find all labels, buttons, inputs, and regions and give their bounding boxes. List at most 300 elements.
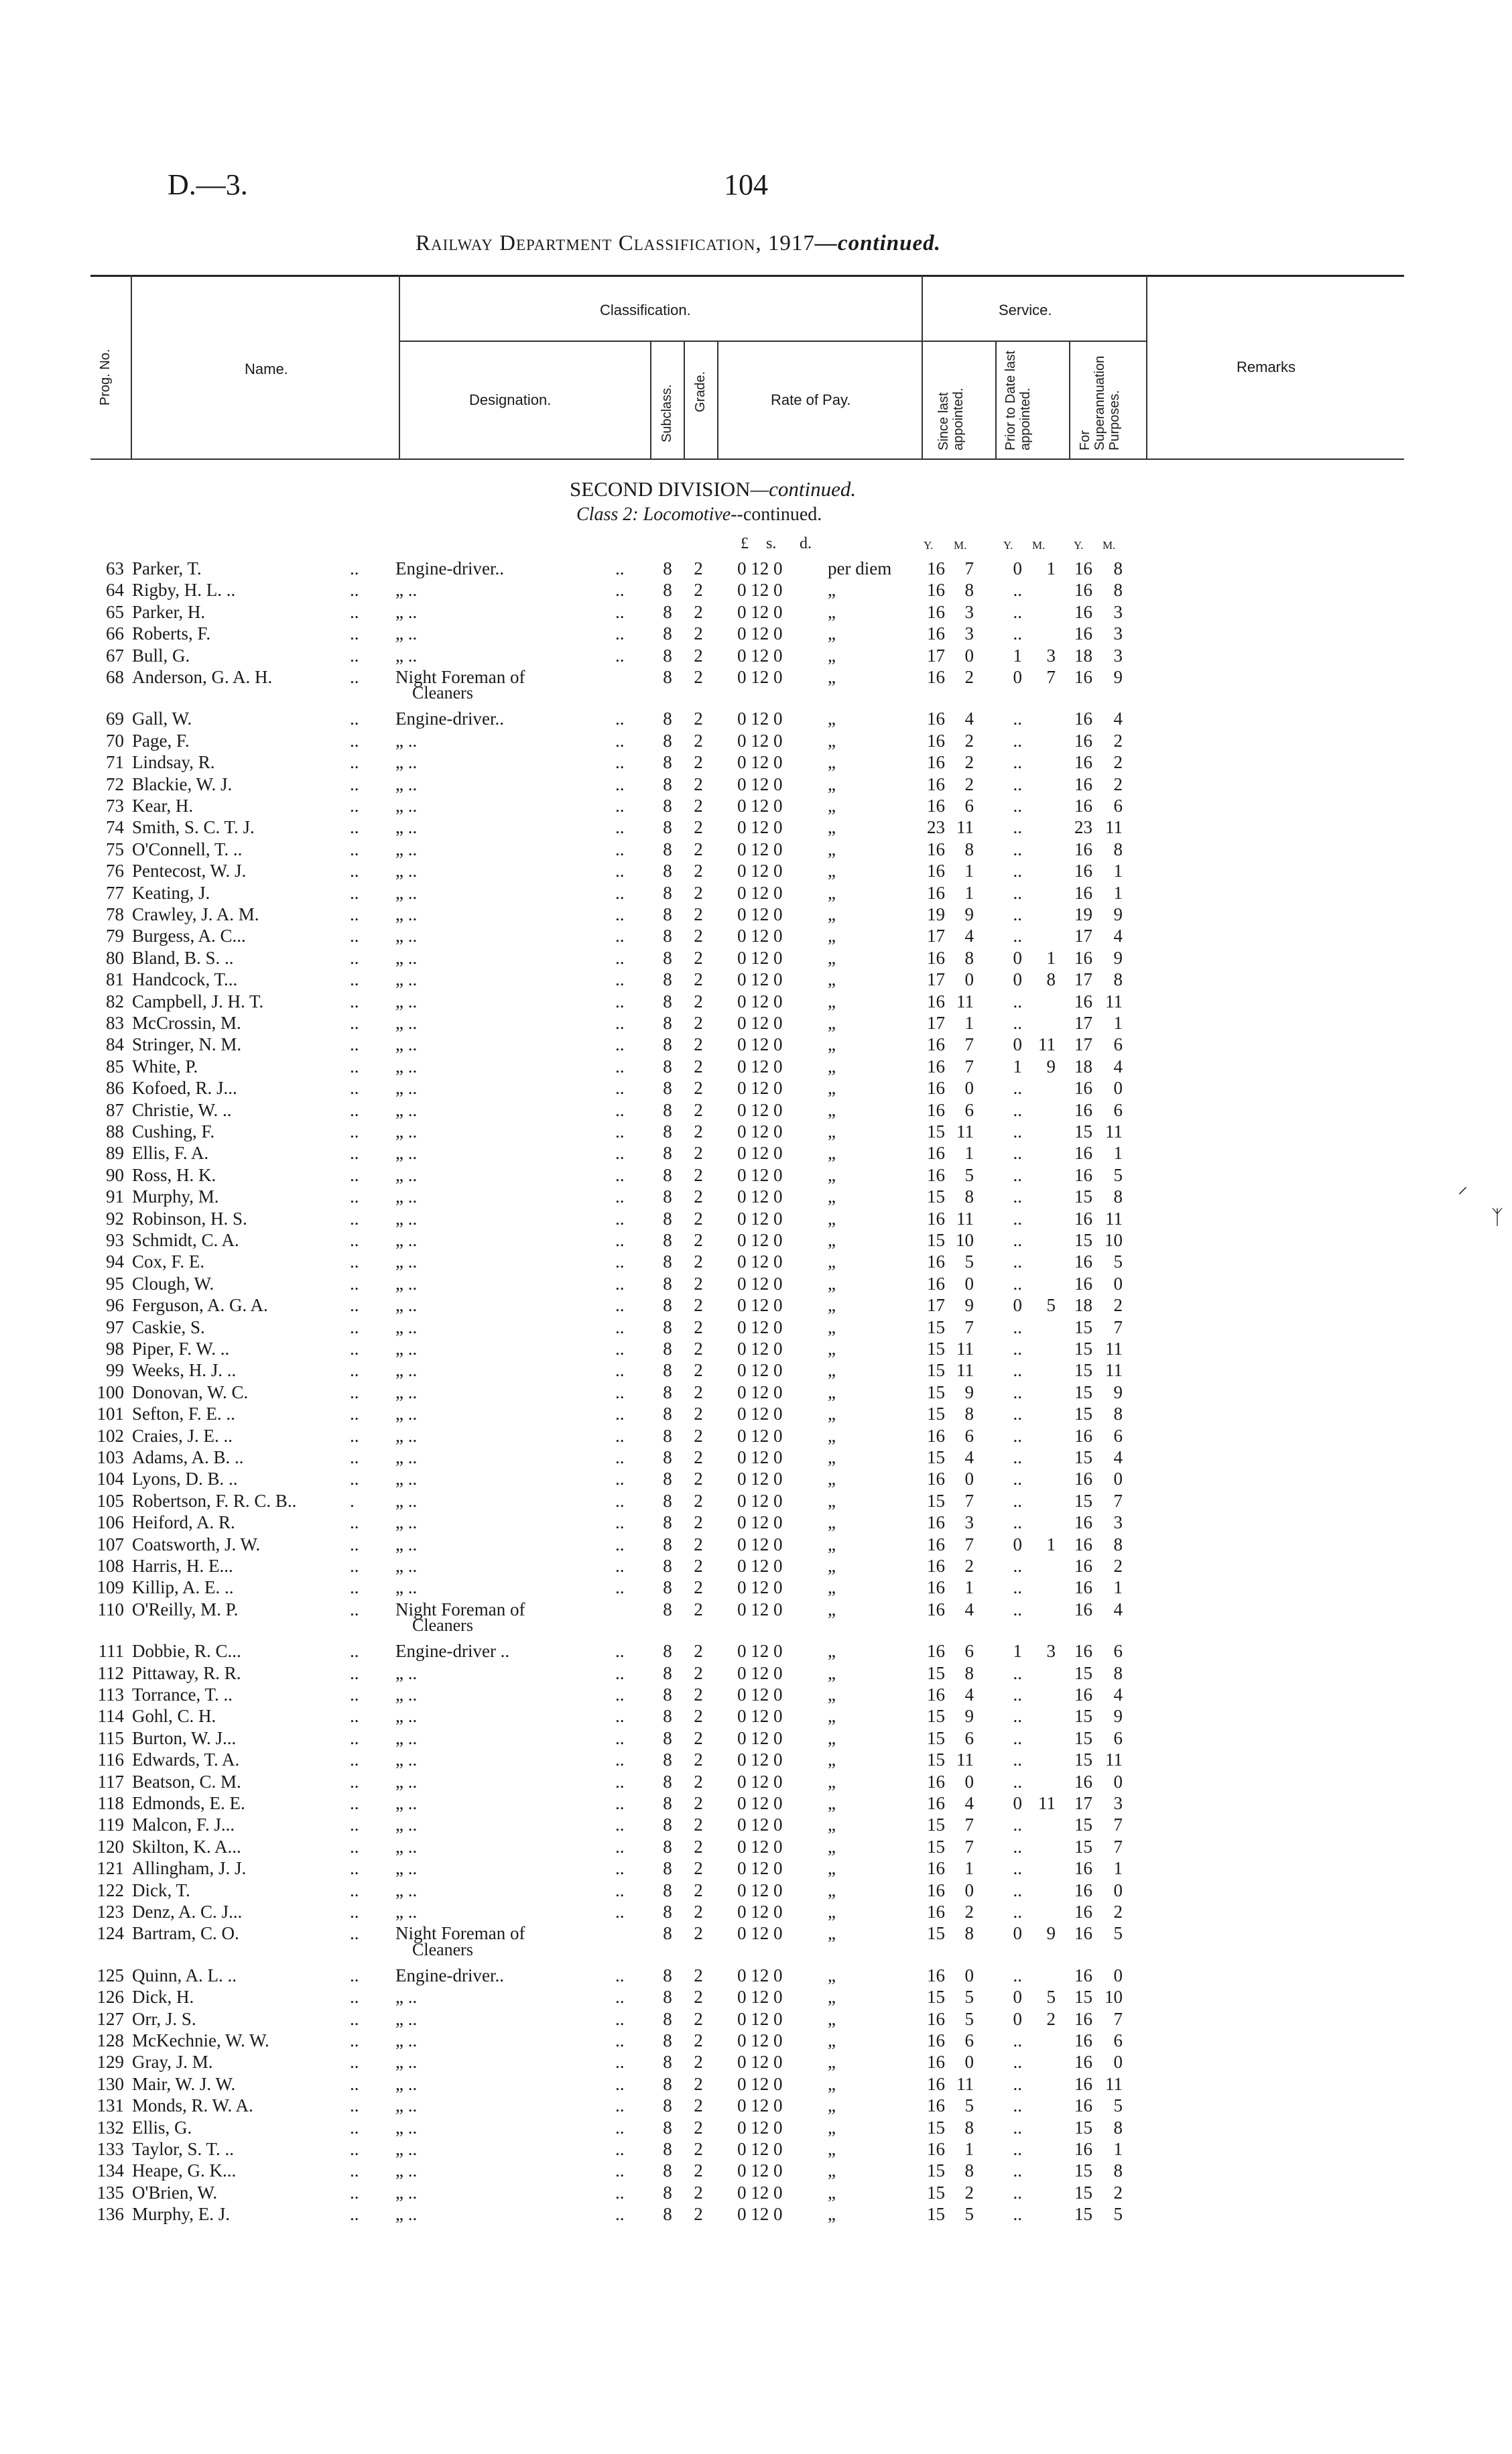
leader-dots: .. xyxy=(350,601,359,622)
super-months: 4 xyxy=(1113,1447,1123,1467)
table-row xyxy=(0,1792,1512,1814)
row-number: 92 xyxy=(106,1208,124,1229)
employee-name: Lindsay, R. xyxy=(132,752,215,773)
grade: 2 xyxy=(694,1121,703,1142)
since-years: 16 xyxy=(927,1143,945,1164)
pay-period: „ xyxy=(828,904,836,924)
subclass: 8 xyxy=(663,1382,672,1402)
rate-of-pay: 0 12 0 xyxy=(737,1556,783,1576)
super-months: 8 xyxy=(1113,2117,1123,2138)
leader-dots: .. xyxy=(350,1447,359,1467)
since-years: 17 xyxy=(927,1295,945,1316)
pay-period: „ xyxy=(828,1902,836,1922)
table-row xyxy=(0,601,1512,623)
designation: „ .. xyxy=(395,796,418,816)
super-years: 16 xyxy=(1074,1534,1092,1554)
leader-dots: .. xyxy=(615,882,625,903)
employee-name: Parker, T. xyxy=(132,558,202,578)
employee-name: Burton, W. J... xyxy=(132,1727,237,1748)
rate-of-pay: 0 12 0 xyxy=(737,1662,783,1683)
leader-dots: .. xyxy=(350,2052,359,2073)
header-prior-to-date: Prior to Date last appointed. xyxy=(1003,351,1033,450)
rate-of-pay: 0 12 0 xyxy=(737,1404,783,1424)
super-years: 16 xyxy=(1074,1273,1092,1294)
employee-name: Denz, A. C. J... xyxy=(132,1902,243,1922)
leader-dots: .. xyxy=(615,947,625,968)
super-years: 16 xyxy=(1074,796,1092,816)
since-months: 9 xyxy=(964,904,974,924)
pay-period: „ xyxy=(828,1164,836,1185)
grade: 2 xyxy=(694,861,703,881)
header-prog-no: Prog. No. xyxy=(98,349,113,406)
since-years: 16 xyxy=(927,991,945,1011)
leader-dots: .. xyxy=(350,645,359,666)
designation-extra: Cleaners xyxy=(412,683,473,703)
grade: 2 xyxy=(694,1273,703,1294)
since-years: 23 xyxy=(927,817,945,838)
rate-of-pay: 0 12 0 xyxy=(737,774,783,794)
rate-of-pay: 0 12 0 xyxy=(737,1164,783,1185)
row-number: 106 xyxy=(97,1512,124,1533)
super-years: 15 xyxy=(1074,1447,1092,1467)
leader-dots: .. xyxy=(615,991,625,1011)
super-months: 3 xyxy=(1113,601,1123,622)
super-months: 11 xyxy=(1105,1339,1123,1359)
leader-dots: .. xyxy=(615,558,625,578)
employee-name: Bartram, C. O. xyxy=(132,1923,239,1944)
row-number: 120 xyxy=(97,1836,124,1857)
rate-of-pay: 0 12 0 xyxy=(737,1360,783,1381)
employee-name: Cushing, F. xyxy=(132,1121,215,1142)
row-number: 71 xyxy=(106,752,124,773)
grade: 2 xyxy=(694,1099,703,1120)
prior-years: 0 xyxy=(1013,969,1022,990)
since-years: 16 xyxy=(927,1556,945,1576)
super-months: 4 xyxy=(1113,926,1123,946)
since-years: 16 xyxy=(927,1251,945,1272)
subclass: 8 xyxy=(663,1078,672,1099)
designation: „ .. xyxy=(395,1987,418,2008)
super-years: 16 xyxy=(1074,1251,1092,1272)
grade: 2 xyxy=(694,730,703,751)
subclass: 8 xyxy=(663,2160,672,2181)
subclass: 8 xyxy=(663,2008,672,2029)
table-row xyxy=(0,2030,1512,2051)
prior-years: .. xyxy=(1013,1230,1022,1250)
leader-dots: .. xyxy=(615,2139,625,2159)
grade: 2 xyxy=(694,839,703,859)
leader-dots: .. xyxy=(350,926,359,946)
leader-dots: .. xyxy=(615,774,625,794)
since-months: 2 xyxy=(964,752,974,773)
row-number: 73 xyxy=(106,796,124,816)
subclass: 8 xyxy=(663,1684,672,1705)
rate-of-pay: 0 12 0 xyxy=(737,645,783,666)
since-months: 6 xyxy=(964,1641,974,1662)
leader-dots: .. xyxy=(615,2030,625,2050)
designation-continuation xyxy=(0,1616,1512,1635)
row-number: 72 xyxy=(106,774,124,794)
pay-period: „ xyxy=(828,1339,836,1359)
leader-dots: .. xyxy=(350,752,359,773)
rate-of-pay: 0 12 0 xyxy=(737,969,783,990)
grade: 2 xyxy=(694,1512,703,1533)
leader-dots: .. xyxy=(615,2204,625,2225)
pay-period: „ xyxy=(828,1382,836,1402)
leader-dots: .. xyxy=(615,1490,625,1511)
table-row xyxy=(0,1099,1512,1121)
header-name: Name. xyxy=(245,361,288,377)
table-row xyxy=(0,1034,1512,1055)
since-months: 8 xyxy=(964,580,974,601)
row-number: 115 xyxy=(97,1727,124,1748)
rate-of-pay: 0 12 0 xyxy=(737,947,783,968)
designation: „ .. xyxy=(395,904,418,924)
table-row xyxy=(0,2051,1512,2073)
leader-dots: .. xyxy=(615,1836,625,1857)
super-years: 16 xyxy=(1074,1078,1092,1099)
leader-dots: .. xyxy=(350,1034,359,1055)
prior-years: 0 xyxy=(1013,947,1022,968)
since-years: 16 xyxy=(927,2073,945,2094)
grade: 2 xyxy=(694,1490,703,1511)
table-row xyxy=(0,1338,1512,1359)
prior-years: .. xyxy=(1013,796,1022,816)
designation: „ .. xyxy=(395,1404,418,1424)
designation: „ .. xyxy=(395,1469,418,1489)
employee-name: Monds, R. W. A. xyxy=(132,2095,253,2116)
since-years: 16 xyxy=(927,623,945,644)
subclass: 8 xyxy=(663,1230,672,1250)
subclass: 8 xyxy=(663,1056,672,1077)
row-number: 104 xyxy=(97,1469,124,1489)
designation: „ .. xyxy=(395,2095,418,2116)
employee-name: Robertson, F. R. C. B.. xyxy=(132,1490,297,1511)
row-number: 107 xyxy=(97,1534,124,1554)
since-months: 7 xyxy=(964,1056,974,1077)
rate-of-pay: 0 12 0 xyxy=(737,1858,783,1879)
since-years: 17 xyxy=(927,969,945,990)
row-number: 103 xyxy=(97,1447,124,1467)
prior-years: .. xyxy=(1013,2095,1022,2116)
row-number: 75 xyxy=(106,839,124,859)
row-number: 99 xyxy=(106,1360,124,1381)
super-years: 17 xyxy=(1074,926,1092,946)
subclass: 8 xyxy=(663,1750,672,1770)
leader-dots: .. xyxy=(615,796,625,816)
super-years: 16 xyxy=(1074,1164,1092,1185)
header-classification: Classification. xyxy=(600,302,691,318)
table-row xyxy=(0,1121,1512,1142)
grade: 2 xyxy=(694,1469,703,1489)
row-number: 66 xyxy=(106,623,124,644)
rate-of-pay: 0 12 0 xyxy=(737,1684,783,1705)
table-row xyxy=(0,708,1512,729)
since-years: 15 xyxy=(927,2117,945,2138)
employee-name: Kear, H. xyxy=(132,796,194,816)
leader-dots: .. xyxy=(350,558,359,578)
rate-of-pay: 0 12 0 xyxy=(737,601,783,622)
since-years: 16 xyxy=(927,1641,945,1662)
super-years: 15 xyxy=(1074,1750,1092,1770)
leader-dots: .. xyxy=(350,2073,359,2094)
since-years: 16 xyxy=(927,1208,945,1229)
prior-years: .. xyxy=(1013,1599,1022,1619)
since-years: 16 xyxy=(927,774,945,794)
leader-dots: .. xyxy=(350,1880,359,1900)
since-years: 16 xyxy=(927,1880,945,1900)
rate-of-pay: 0 12 0 xyxy=(737,667,783,687)
super-years: 16 xyxy=(1074,1858,1092,1879)
super-months: 11 xyxy=(1105,817,1123,838)
since-years: 15 xyxy=(927,1923,945,1944)
since-months: 2 xyxy=(964,667,974,687)
subclass: 8 xyxy=(663,991,672,1011)
employee-name: O'Brien, W. xyxy=(132,2182,218,2203)
designation: „ .. xyxy=(395,926,418,946)
rate-of-pay: 0 12 0 xyxy=(737,2073,783,2094)
since-months: 5 xyxy=(964,2095,974,2116)
employee-name: Caskie, S. xyxy=(132,1316,205,1337)
row-number: 132 xyxy=(97,2117,124,2138)
super-months: 4 xyxy=(1113,1599,1123,1619)
subclass: 8 xyxy=(663,1556,672,1576)
pay-period: „ xyxy=(828,991,836,1011)
unit-years: Y. xyxy=(1074,539,1084,552)
rate-of-pay: 0 12 0 xyxy=(737,817,783,838)
leader-dots: .. xyxy=(615,1727,625,1748)
super-months: 8 xyxy=(1113,1186,1123,1207)
prior-years: .. xyxy=(1013,752,1022,773)
leader-dots: .. xyxy=(350,1425,359,1446)
leader-dots: .. xyxy=(350,2095,359,2116)
since-months: 7 xyxy=(964,1316,974,1337)
since-years: 16 xyxy=(927,580,945,601)
col-divider xyxy=(131,275,132,460)
subclass: 8 xyxy=(663,667,672,687)
subclass: 8 xyxy=(663,1577,672,1598)
super-months: 6 xyxy=(1113,1034,1123,1055)
leader-dots: .. xyxy=(350,1013,359,1033)
prior-years: .. xyxy=(1013,1099,1022,1120)
table-row xyxy=(0,1316,1512,1338)
since-years: 16 xyxy=(927,2008,945,2029)
pay-period: „ xyxy=(828,601,836,622)
designation: „ .. xyxy=(395,2117,418,2138)
table-row xyxy=(0,1425,1512,1447)
designation: „ .. xyxy=(395,1490,418,1511)
super-months: 0 xyxy=(1113,1771,1123,1792)
class-subtitle xyxy=(576,504,822,526)
row-number: 129 xyxy=(97,2052,124,2073)
table-row xyxy=(0,1901,1512,1922)
leader-dots: .. xyxy=(615,2160,625,2181)
rate-of-pay: 0 12 0 xyxy=(737,2008,783,2029)
designation: „ .. xyxy=(395,1880,418,1900)
employee-name: Heiford, A. R. xyxy=(132,1512,235,1533)
super-years: 16 xyxy=(1074,947,1092,968)
rate-of-pay: 0 12 0 xyxy=(737,1727,783,1748)
leader-dots: .. xyxy=(615,1339,625,1359)
leader-dots: .. xyxy=(615,2008,625,2029)
rate-of-pay: 0 12 0 xyxy=(737,1425,783,1446)
subclass: 8 xyxy=(663,1164,672,1185)
grade: 2 xyxy=(694,1556,703,1576)
pay-period: „ xyxy=(828,580,836,601)
leader-dots: .. xyxy=(615,709,625,729)
table-row xyxy=(0,1555,1512,1577)
section-title-continued: —continued. xyxy=(750,477,857,501)
since-months: 11 xyxy=(956,991,974,1011)
pay-period: „ xyxy=(828,1143,836,1164)
designation-extra: Cleaners xyxy=(412,1939,473,1959)
table-row xyxy=(0,1727,1512,1749)
subclass: 8 xyxy=(663,839,672,859)
employee-name: Crawley, J. A. M. xyxy=(132,904,259,924)
super-years: 16 xyxy=(1074,1902,1092,1922)
grade: 2 xyxy=(694,1750,703,1770)
since-months: 7 xyxy=(964,1034,974,1055)
prior-years: 0 xyxy=(1013,558,1022,578)
table-row xyxy=(0,1142,1512,1164)
designation: „ .. xyxy=(395,774,418,794)
leader-dots: .. xyxy=(350,1684,359,1705)
prior-years: .. xyxy=(1013,730,1022,751)
since-years: 15 xyxy=(927,1836,945,1857)
since-years: 15 xyxy=(927,1339,945,1359)
prior-years: .. xyxy=(1013,1251,1022,1272)
leader-dots: .. xyxy=(615,752,625,773)
rate-of-pay: 0 12 0 xyxy=(737,1902,783,1922)
since-months: 3 xyxy=(964,1512,974,1533)
col-divider xyxy=(684,341,685,460)
since-years: 17 xyxy=(927,926,945,946)
grade: 2 xyxy=(694,709,703,729)
subclass: 8 xyxy=(663,926,672,946)
rate-of-pay: 0 12 0 xyxy=(737,882,783,903)
since-years: 16 xyxy=(927,882,945,903)
table-row xyxy=(0,1294,1512,1316)
row-number: 128 xyxy=(97,2030,124,2050)
table-row xyxy=(0,2160,1512,2181)
subclass: 8 xyxy=(663,2052,672,2073)
designation: „ .. xyxy=(395,1727,418,1748)
employee-name: Ferguson, A. G. A. xyxy=(132,1295,268,1316)
leader-dots: .. xyxy=(615,1251,625,1272)
unit-pence: d. xyxy=(800,535,812,552)
unit-pounds: £ xyxy=(741,535,749,552)
super-years: 16 xyxy=(1074,1771,1092,1792)
prior-years: .. xyxy=(1013,2182,1022,2203)
table-row xyxy=(0,1447,1512,1468)
since-years: 16 xyxy=(927,1534,945,1554)
designation: Engine-driver.. xyxy=(395,558,504,578)
margin-mark: ⸍ xyxy=(1458,1184,1468,1206)
rate-of-pay: 0 12 0 xyxy=(737,709,783,729)
prior-years: .. xyxy=(1013,2052,1022,2073)
since-years: 16 xyxy=(927,1684,945,1705)
leader-dots: .. xyxy=(350,709,359,729)
employee-name: Clough, W. xyxy=(132,1273,214,1294)
since-months: 11 xyxy=(956,1339,974,1359)
row-number: 109 xyxy=(97,1577,124,1598)
leader-dots: .. xyxy=(615,1121,625,1142)
rate-of-pay: 0 12 0 xyxy=(737,1534,783,1554)
grade: 2 xyxy=(694,796,703,816)
pay-period: „ xyxy=(828,1880,836,1900)
row-number: 97 xyxy=(106,1316,124,1337)
table-row xyxy=(0,1056,1512,1077)
leader-dots: .. xyxy=(615,1078,625,1099)
row-number: 74 xyxy=(106,817,124,838)
table-row xyxy=(0,1577,1512,1598)
prior-years: 1 xyxy=(1013,645,1022,666)
grade: 2 xyxy=(694,1662,703,1683)
pay-period: „ xyxy=(828,839,836,859)
leader-dots: .. xyxy=(615,1662,625,1683)
table-row xyxy=(0,1403,1512,1424)
class-name: Locomotive xyxy=(643,504,731,525)
leader-dots: .. xyxy=(350,2204,359,2225)
table-row xyxy=(0,1749,1512,1770)
rate-of-pay: 0 12 0 xyxy=(737,1469,783,1489)
row-number: 108 xyxy=(97,1556,124,1576)
rate-of-pay: 0 12 0 xyxy=(737,558,783,578)
grade: 2 xyxy=(694,1164,703,1185)
rate-of-pay: 0 12 0 xyxy=(737,1339,783,1359)
since-months: 8 xyxy=(964,1404,974,1424)
grade: 2 xyxy=(694,2139,703,2159)
leader-dots: .. xyxy=(350,2182,359,2203)
rate-of-pay: 0 12 0 xyxy=(737,2117,783,2138)
leader-dots: .. xyxy=(350,1815,359,1835)
employee-name: Bland, B. S. .. xyxy=(132,947,234,968)
table-row xyxy=(0,558,1512,579)
prior-years: .. xyxy=(1013,1447,1022,1467)
rate-of-pay: 0 12 0 xyxy=(737,1965,783,1985)
table-row xyxy=(0,645,1512,666)
pay-period: „ xyxy=(828,1512,836,1533)
grade: 2 xyxy=(694,558,703,578)
grade: 2 xyxy=(694,1987,703,2008)
leader-dots: .. xyxy=(350,904,359,924)
since-years: 15 xyxy=(927,1382,945,1402)
leader-dots: .. xyxy=(615,1056,625,1077)
pay-period: „ xyxy=(828,1641,836,1662)
pay-period: „ xyxy=(828,2139,836,2159)
prior-years: .. xyxy=(1013,1382,1022,1402)
prior-years: .. xyxy=(1013,1858,1022,1879)
leader-dots: .. xyxy=(350,1965,359,1985)
table-row xyxy=(0,623,1512,644)
super-years: 16 xyxy=(1074,1923,1092,1944)
rate-of-pay: 0 12 0 xyxy=(737,1273,783,1294)
table-row xyxy=(0,1662,1512,1684)
header-subclass: Subclass. xyxy=(659,384,674,442)
rate-of-pay: 0 12 0 xyxy=(737,1599,783,1619)
since-years: 15 xyxy=(927,2204,945,2225)
grade: 2 xyxy=(694,2030,703,2050)
leader-dots: .. xyxy=(615,1230,625,1250)
subclass: 8 xyxy=(663,623,672,644)
employee-name: Malcon, F. J... xyxy=(132,1815,235,1835)
prior-years: .. xyxy=(1013,623,1022,644)
pay-period: „ xyxy=(828,969,836,990)
pay-period: „ xyxy=(828,1034,836,1055)
rate-of-pay: 0 12 0 xyxy=(737,730,783,751)
subclass: 8 xyxy=(663,1316,672,1337)
super-months: 3 xyxy=(1113,1512,1123,1533)
